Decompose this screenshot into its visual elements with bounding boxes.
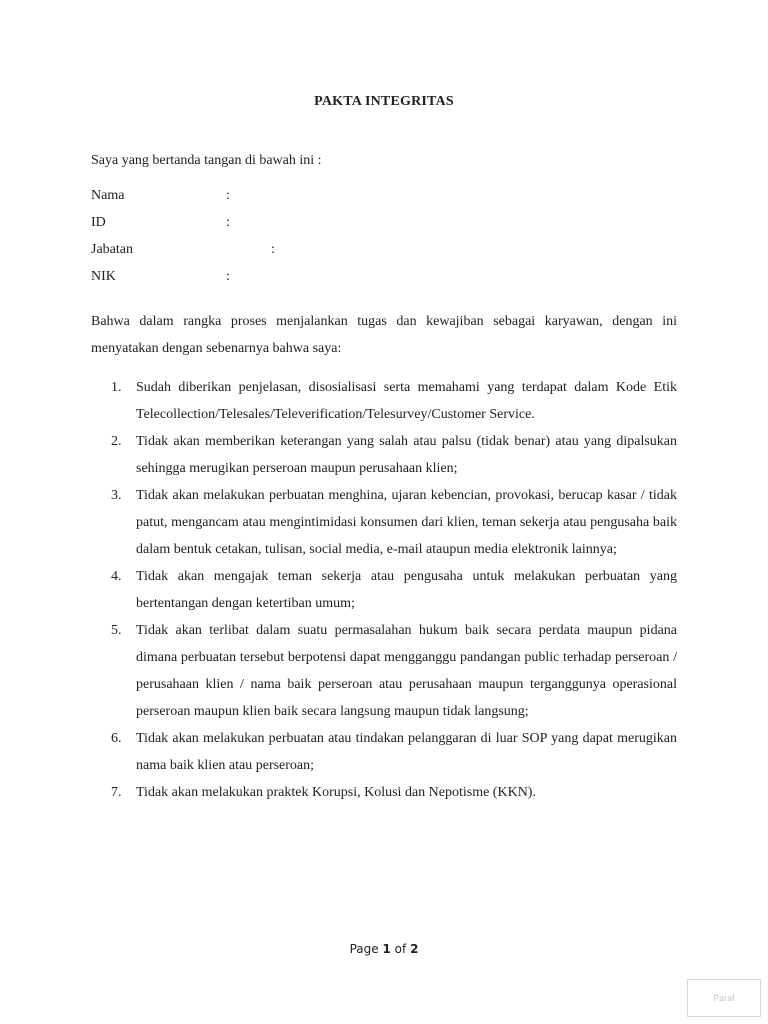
paraf-box: Paraf (687, 979, 761, 1017)
list-item (91, 374, 677, 428)
field-label: Jabatan (91, 242, 133, 257)
list-number: 6. (111, 731, 122, 746)
page-word: Page (349, 942, 379, 956)
list-item (91, 725, 677, 779)
field-colon: : (271, 242, 275, 257)
list-number: 4. (111, 569, 122, 584)
page-footer (0, 942, 768, 956)
field-colon: : (226, 188, 230, 203)
list-number: 5. (111, 623, 122, 638)
list-text: Tidak akan mengajak teman sekerja atau pengusaha untuk melakukan perbuatan yang bertentangan dengan ketertiban umum; (136, 569, 677, 611)
field-colon: : (226, 215, 230, 230)
intro-text: Saya yang bertanda tangan di bawah ini : (91, 153, 322, 168)
list-text: Sudah diberikan penjelasan, disosialisasi serta memahami yang terdapat dalam Kode Etik Telecollection/Telesales/Televerification/Telesurvey/Customer Service. (136, 380, 677, 422)
field-colon: : (226, 269, 230, 284)
list-number: 3. (111, 488, 122, 503)
document-title: PAKTA INTEGRITAS (314, 94, 454, 109)
commitment-list (91, 374, 677, 806)
list-text: Tidak akan terlibat dalam suatu permasalahan hukum baik secara perdata maupun pidana dimana perbuatan tersebut berpotensi dapat mengganggu pandangan public terhadap perseroan / perusahaan klien / nama baik perseroan atau perusahaan maupun terganggunya operasional perseroan maupun klien baik secara langsung maupun tidak langsung; (136, 623, 677, 719)
list-item (91, 617, 677, 725)
list-item (91, 482, 677, 563)
list-number: 1. (111, 380, 122, 395)
list-text: Tidak akan melakukan perbuatan menghina, ujaran kebencian, provokasi, berucap kasar / tidak patut, mengancam atau mengintimidasi konsumen dari klien, teman sekerja atau pengusaha baik dalam bentuk cetakan, tulisan, social media, e-mail ataupun media elektronik lainnya; (136, 488, 677, 557)
list-item (91, 563, 677, 617)
list-text: Tidak akan memberikan keterangan yang salah atau palsu (tidak benar) atau yang dipalsukan sehingga merugikan perseroan maupun perusahaan klien; (136, 434, 677, 476)
field-label: NIK (91, 269, 116, 284)
page-current: 1 (382, 942, 391, 956)
statement-paragraph: Bahwa dalam rangka proses menjalankan tugas dan kewajiban sebagai karyawan, dengan ini menyatakan dengan sebenarnya bahwa saya: (91, 314, 677, 356)
of-word: of (394, 942, 407, 956)
list-item (91, 779, 677, 806)
field-label: Nama (91, 188, 125, 203)
list-text: Tidak akan melakukan perbuatan atau tindakan pelanggaran di luar SOP yang dapat merugikan nama baik klien atau perseroan; (136, 731, 677, 773)
list-number: 2. (111, 434, 122, 449)
field-label: ID (91, 215, 106, 230)
list-item (91, 428, 677, 482)
list-number: 7. (111, 785, 122, 800)
page-total: 2 (410, 942, 419, 956)
list-text: Tidak akan melakukan praktek Korupsi, Kolusi dan Nepotisme (KKN). (136, 785, 536, 800)
